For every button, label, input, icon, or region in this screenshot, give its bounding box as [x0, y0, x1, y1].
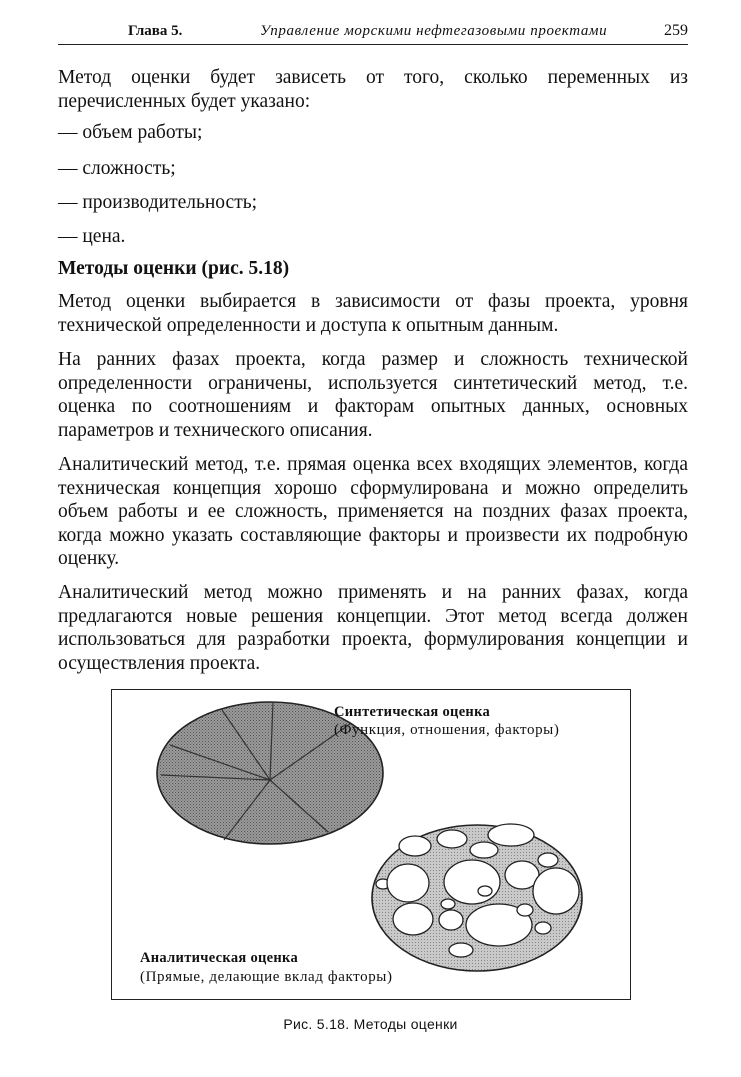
- running-header: [58, 22, 688, 45]
- paragraph-text: Метод оценки выбирается в зависимости от фазы проекта, уровня технической определенности и доступа к опытным данным.: [58, 291, 688, 336]
- analytic-title: Аналитическая оценка: [140, 950, 299, 966]
- paragraph-text: На ранних фазах проекта, когда размер и сложность технической определенности ограничены, используется синтетический метод, т.е. оценка по соотношениям и факторам опытных данных, основных параметров и технического описания.: [58, 349, 688, 441]
- paragraph-text: Аналитический метод можно применять и на ранних фазах, когда предлагаются новые решения концепции. Этот метод всегда должен использоваться для разработки проекта, формулирования концепции и осуществления проекта.: [58, 582, 688, 674]
- paragraph: [58, 581, 688, 675]
- list-item: — сложность;: [58, 158, 176, 179]
- intro-paragraph: [58, 66, 688, 113]
- list-item: — цена.: [58, 226, 126, 247]
- section-heading: Методы оценки (рис. 5.18): [58, 258, 290, 279]
- paragraph-text: Аналитический метод, т.е. прямая оценка всех входящих элементов, когда техническая концепция хорошо сформулирована и можно определить объем работы и ее сложность, применяется на поздних фазах проекта, когда можно указать составляющие факторы и произвести их подробную оценку.: [58, 454, 688, 569]
- synthetic-title: Синтетическая оценка: [334, 704, 491, 720]
- figure-estimation-methods: [111, 689, 631, 1000]
- chapter-title: Управление морскими нефтегазовыми проектами: [260, 23, 608, 39]
- paragraph: [58, 453, 688, 571]
- page-number: 259: [664, 22, 688, 39]
- list-item: — производительность;: [58, 192, 258, 213]
- analytic-subtitle: (Прямые, делающие вклад факторы): [140, 969, 393, 985]
- intro-text: Метод оценки будет зависеть от того, сколько переменных из перечисленных будет указано:: [58, 67, 688, 112]
- list-item: — объем работы;: [58, 122, 203, 143]
- chapter-label: Глава 5.: [128, 23, 183, 39]
- synthetic-subtitle: (Функция, отношения, факторы): [334, 722, 560, 738]
- figure-caption: Рис. 5.18. Методы оценки: [283, 1016, 458, 1032]
- paragraph: [58, 348, 688, 442]
- paragraph: [58, 290, 688, 337]
- analytic-ellipse: [372, 824, 582, 971]
